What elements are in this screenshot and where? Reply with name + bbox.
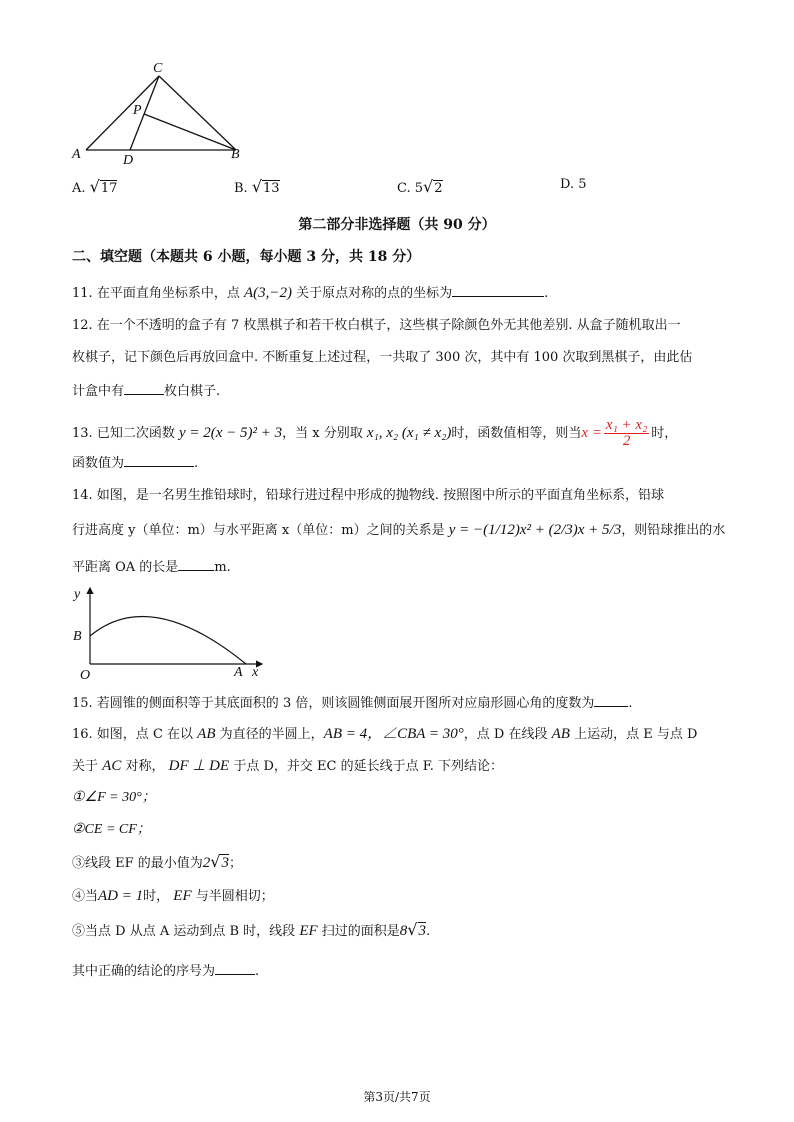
option-c (397, 177, 443, 196)
q13-line-2-pre: 函数值为 (72, 456, 125, 471)
question-15 (72, 694, 632, 712)
answer-blank (124, 454, 194, 467)
option-c-coef: 5 (414, 181, 424, 196)
q16-conclusion-4 (72, 888, 274, 905)
q16-c3-post: ； (228, 856, 242, 871)
q14-line-3-post: m. (214, 560, 231, 575)
triangle-figure (70, 58, 250, 168)
q13-text: 已知二次函数 (96, 426, 175, 441)
q16-c3-coef: 2 (202, 855, 211, 871)
q16-c4-mid: 时， (143, 889, 170, 904)
option-d (560, 177, 587, 192)
q11-text-post: 关于原点对称的点的坐标为 (296, 286, 453, 301)
sqrt-icon: √ (407, 920, 418, 939)
label-o: O (80, 668, 91, 682)
segment-ac (86, 76, 159, 150)
option-b-radicand: 13 (263, 181, 280, 196)
q13-number: 13. (72, 426, 93, 441)
question-13 (72, 418, 677, 449)
answer-blank (124, 382, 164, 395)
segment-bc (159, 76, 236, 150)
q11-point: A(3,−2) (243, 285, 293, 301)
answer-blank (594, 694, 628, 707)
q13-condition: x = (581, 425, 602, 441)
q16-c5-pre: ⑤当点 D 从点 A 运动到点 B 时，线段 (72, 924, 296, 939)
option-c-letter: C. (397, 181, 411, 196)
q13-line-2 (72, 454, 198, 472)
label-a: A (234, 665, 243, 680)
q16-text-g: 于点 D，并交 EC 的延长线于点 F. 下列结论： (233, 759, 503, 774)
q13-function: y = 2(x − 5)² + 3 (178, 425, 283, 441)
q16-text-c: ，点 D 在线段 (463, 727, 548, 742)
q16-given: AB = 4，∠CBA = 30° (323, 726, 464, 742)
label-a: A (72, 147, 81, 162)
q13-frac-num: x₁ + x₂ (605, 417, 648, 433)
option-d-text: 5 (578, 177, 587, 192)
parabola-figure (70, 584, 270, 682)
q14-line-2-pre: 行进高度 y（单位：m）与水平距离 x（单位：m）之间的关系是 (72, 523, 445, 538)
q14-equation: y = −(1/12)x² + (2/3)x + 5/3 (448, 522, 622, 538)
q16-c4-post: 与半圆相切； (195, 889, 274, 904)
q16-ac: AC (102, 758, 122, 774)
q12-line-3 (72, 382, 220, 400)
q16-final-end: . (255, 964, 260, 979)
q15-end: . (628, 696, 633, 711)
q16-text-e: 关于 (72, 759, 99, 774)
label-b: B (73, 629, 82, 644)
label-p: P (133, 103, 142, 118)
q16-text-f: 对称， (125, 759, 165, 774)
option-d-letter: D. (560, 177, 575, 192)
q14-line-2-post: ，则铅球推出的水 (621, 523, 726, 538)
q13-vars: x₁, x₂ (x₁ ≠ x₂) (366, 425, 452, 441)
option-b (234, 177, 280, 196)
q16-c4-pre: ④当 (72, 889, 99, 904)
q16-conclusion-5 (72, 922, 430, 940)
q13-text-mid2: 时，函数值相等，则当 (451, 426, 582, 441)
answer-blank (178, 558, 214, 571)
q16-c3-radicand: 3 (221, 855, 229, 871)
q14-line-2 (72, 522, 725, 539)
q14-line-3 (72, 558, 231, 576)
question-11 (72, 284, 548, 302)
q13-end: . (194, 456, 199, 471)
page-footer: 第3页/共7页 (363, 1090, 431, 1104)
q16-c5-post: . (426, 924, 431, 939)
label-x: x (252, 665, 259, 680)
q16-c3-pre: ③线段 EF 的最小值为 (72, 856, 203, 871)
q16-final-pre: 其中正确的结论的序号为 (72, 964, 216, 979)
sqrt-icon: √ (251, 177, 263, 196)
q16-final (72, 962, 259, 980)
q12-line-3-pre: 计盒中有 (72, 384, 125, 399)
segment-pb (144, 114, 236, 150)
label-b: B (231, 147, 240, 162)
q14-line-3-pre: 平距离 OA 的长是 (72, 560, 179, 575)
q13-fraction (604, 418, 649, 449)
q16-ab: AB (197, 726, 216, 742)
option-b-letter: B. (234, 181, 248, 196)
section-title: 第二部分非选择题（共 90 分） (298, 217, 496, 233)
q16-c4-cond: AD = 1 (98, 888, 144, 904)
q11-end: . (544, 286, 549, 301)
q16-ab2: AB (551, 726, 570, 742)
part-heading: 二、填空题（本题共 6 小题，每小题 3 分，共 18 分） (72, 249, 421, 265)
label-c: C (153, 61, 163, 76)
q13-frac-den: 2 (622, 433, 631, 449)
q16-perp: DF ⊥ DE (168, 758, 230, 774)
q15-text: 15. 若圆锥的侧面积等于其底面积的 3 倍，则该圆锥侧面展开图所对应扇形圆心角的度数为 (72, 696, 595, 711)
q16-c5-radicand: 3 (418, 923, 426, 939)
answer-blank (215, 962, 255, 975)
q16-line-1 (72, 726, 697, 743)
q12-line-2: 枚棋子，记下颜色后再放回盒中. 不断重复上述过程，一共取了 300 次，其中有 100 次取到黑棋子，由此估 (72, 350, 693, 365)
q14-line-1: 14. 如图，是一名男生推铅球时，铅球行进过程中形成的抛物线. 按照图中所示的平面直角坐标系，铅球 (72, 488, 665, 503)
q12-line-1: 12. 在一个不透明的盒子有 7 枚黑棋子和若干枚白棋子，这些棋子除颜色外无其他差别. 从盒子随机取出一 (72, 318, 681, 333)
q16-c5-mid: 扫过的面积是 (321, 924, 400, 939)
q16-text-d: 上运动，点 E 与点 D (574, 727, 698, 742)
option-c-radicand: 2 (434, 181, 443, 196)
label-y: y (74, 587, 81, 602)
q16-conclusion-2: ②CE = CF； (72, 822, 151, 837)
label-d: D (123, 153, 134, 168)
q16-line-2 (72, 758, 503, 775)
sqrt-icon: √ (423, 177, 434, 196)
option-a-letter: A. (72, 181, 86, 196)
q16-text-b: 为直径的半圆上， (219, 727, 324, 742)
sqrt-icon: √ (89, 177, 100, 196)
q16-c4-ef: EF (173, 888, 192, 904)
q16-text-a: 16. 如图，点 C 在以 (72, 727, 194, 742)
q11-number: 11. (72, 286, 93, 301)
q12-line-3-post: 枚白棋子. (164, 384, 221, 399)
q16-conclusion-3 (72, 854, 242, 872)
answer-blank (452, 284, 544, 297)
sqrt-icon: √ (210, 852, 221, 871)
q13-text-mid: ，当 x 分别取 (282, 426, 363, 441)
q16-c5-ef: EF (299, 923, 318, 939)
q16-conclusion-1: ①∠F = 30°； (72, 790, 156, 805)
trajectory-curve (90, 616, 246, 664)
q11-text: 在平面直角坐标系中，点 (96, 286, 240, 301)
option-a-radicand: 17 (100, 181, 118, 196)
q13-text-post: 时， (651, 426, 678, 441)
option-a (72, 177, 117, 196)
q16-c5-coef: 8 (399, 923, 408, 939)
